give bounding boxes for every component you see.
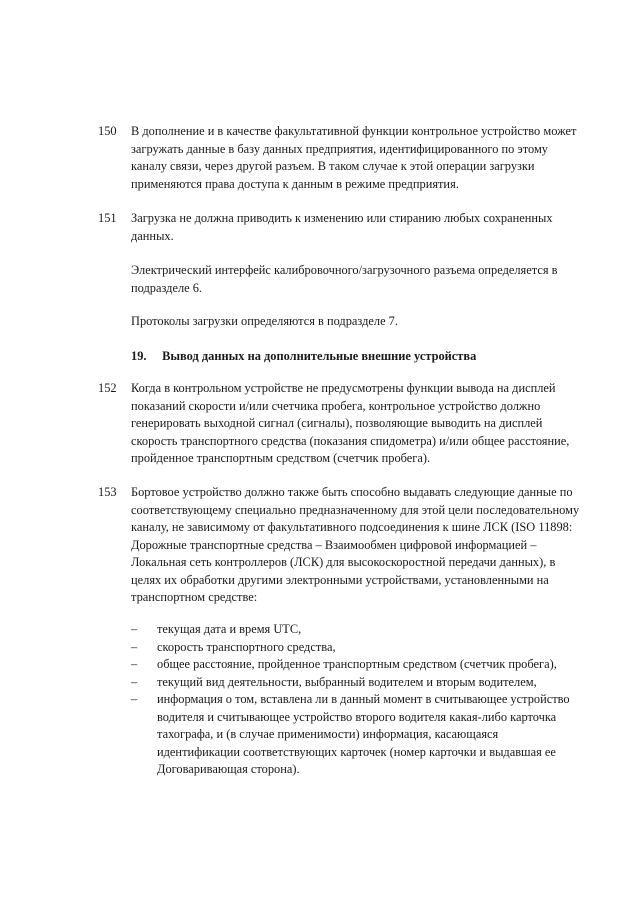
paragraph-153 <box>98 484 593 607</box>
text-line: Протоколы загрузки определяются в подразделе 7. <box>131 314 398 328</box>
list-item <box>131 674 601 692</box>
text-line: каналу, не зависимому от факультативного подсоединения к шине ЛСК (ISO 11898: <box>131 520 573 534</box>
text-line: идентификации соответствующих карточек (номер карточки и выдавшая ее <box>157 744 556 759</box>
section-heading <box>131 348 476 366</box>
text-line: применяются права доступа к данным в режиме предприятия. <box>131 176 459 191</box>
text-line: генерировать выходной сигнал (сигналы), позволяющие выводить на дисплей <box>131 416 543 430</box>
paragraph-number: 151 <box>98 211 117 225</box>
paragraph-number: 150 <box>98 124 117 138</box>
text-line: пройденное транспортным средством (счетчик пробега). <box>131 451 431 465</box>
text-line: текущая дата и время UTC, <box>157 622 302 636</box>
text-line: Бортовое устройство должно также быть способно выдавать следующие данные по <box>131 485 573 499</box>
paragraph-interface <box>131 262 593 297</box>
text-line: каналу связи, через другой разъем. В таком случае к этой операции загрузки <box>131 159 535 173</box>
text-line: Когда в контрольном устройстве не предусмотрены функции вывода на дисплей <box>131 381 556 395</box>
paragraph-150 <box>98 123 593 193</box>
text-line: тахографа, и (в случае применимости) информация, касающаяся <box>157 727 499 741</box>
text-line: подразделе 6. <box>131 280 203 295</box>
text-line: данных. <box>131 228 174 243</box>
paragraph-152 <box>98 380 593 468</box>
dash-bullet: – <box>131 639 138 654</box>
text-line: общее расстояние, пройденное транспортным средством (счетчик пробега), <box>157 657 557 671</box>
list-item <box>131 639 601 657</box>
paragraph-protocols <box>131 313 593 331</box>
text-line: Договаривающая сторона). <box>157 762 300 776</box>
text-line: В дополнение и в качестве факультативной функции контрольное устройство может <box>131 124 577 138</box>
paragraph-number: 153 <box>98 485 117 499</box>
text-line: скорость транспортного средства (показания спидометра) и/или общее расстояние, <box>131 433 570 448</box>
text-line: водителя и считывающее устройство второго водителя какая-либо карточка <box>157 709 557 724</box>
dash-bullet: – <box>131 692 138 706</box>
text-line: показаний скорости и/или счетчика пробега, контрольное устройство должно <box>131 398 541 413</box>
paragraph-151 <box>98 210 593 245</box>
list-item <box>131 691 601 779</box>
section-title: Вывод данных на дополнительные внешние устройства <box>162 349 477 363</box>
list-item <box>131 656 601 674</box>
text-line: Дорожные транспортные средства – Взаимообмен цифровой информацией – <box>131 537 537 552</box>
text-line: Загрузка не должна приводить к изменению или стиранию любых сохраненных <box>131 211 553 225</box>
text-line: загружать данные в базу данных предприятия, идентифицированного по этому <box>131 141 548 156</box>
text-line: транспортном средстве: <box>131 590 258 604</box>
text-line: текущий вид деятельности, выбранный водителем и вторым водителем, <box>157 674 537 689</box>
list-item <box>131 621 601 639</box>
section-number: 19. <box>131 349 147 363</box>
text-line: скорость транспортного средства, <box>157 639 336 654</box>
text-line: информация о том, вставлена ли в данный момент в считывающее устройство <box>157 692 570 706</box>
text-line: целях их обработки другими электронными устройствами, установленными на <box>131 572 549 587</box>
text-line: Локальная сеть контроллеров (ЛСК) для высокоскоростной передачи данных), в <box>131 555 556 569</box>
paragraph-number: 152 <box>98 381 117 395</box>
dash-bullet: – <box>131 622 138 636</box>
data-items-list <box>131 621 601 779</box>
dash-bullet: – <box>131 674 138 689</box>
text-line: соответствующему специально предназначенному для этой цели последовательному <box>131 502 580 517</box>
text-line: Электрический интерфейс калибровочного/загрузочного разъема определяется в <box>131 263 558 277</box>
dash-bullet: – <box>131 657 138 671</box>
